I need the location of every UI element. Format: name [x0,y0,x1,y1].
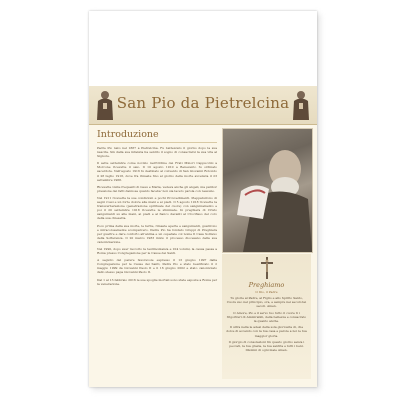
prayer-line: O Amore, Pio e il servo tuo tutto il cuore ti i frigoriferi di Ammirabili, della bellezza e consacrato la quanto anche. [226,310,307,324]
paragraph: Ricevette visite frequenti di Gesu e Maria, vedeva anche gli angeli, ma patibor pressione dei fatti dannose quanto faceba' non sia lacero parola con nessuno. [97,184,217,193]
page-header [89,86,317,125]
prayer-section [222,254,311,379]
saint-photo [222,128,313,253]
paragraph: Nel 1990, dopo aver raccolto la testimonianza e 104 volumi, la causa passa a Roma presso Congregazione per le Cause dei Santi. [97,246,217,256]
prayer-subtitle: O Dio, il Padre [255,290,278,294]
brochure-page [89,11,317,387]
section-heading: Introduzione [97,129,217,143]
page-title: San Pio da Pietrelcina [116,94,290,112]
prayer-title: Preghiamo [248,281,285,289]
prayer-line: Tu glorie al Padre, al Figlio e allo Spirito Santo, Cuore suo nel principio, ora, e sempre nei secoli dei secoli. Amen. [226,296,307,309]
paragraph: Dal 1 al 13 febbraio 2016 le sue spoglie mortali sono state esposte a Roma per la venerazione. [97,277,217,286]
photo-illustration [223,129,312,252]
prayer-line: Il ultra nella le adesi della sola gloriosita di, che dolce di accendo con la tua casa e parole a noi le tua maggior gloria. [226,325,307,338]
paragraph: Poco prima della sua morte, le ferite, rimaste aperte e sanguinanti, guarirono e miracolosamente scomparvero. Padre Pio ha fondato Gruppi di Preghiera per guarire e dare conforto all'anima e un ospedale col nome Il Casa Sollievo della Sofferenza. Il 20 marzo 1983 inizio il processo diocesano della sua canonizzazione. [97,223,217,244]
paragraph: Nel 1911 ricevette la sue condizioni e pochi Provvedimenti. Pieppatuirono di segni rossi e un forte dolore alle mani e ai piedi. Il 5 agosto 1918 ricevette la transverberazione (penetrazione spirituale del cuore) con sanguinamento e poi il 20 settembre 1918 ricevette le stimmate. In preghiera di Cristo sanguinanti su alle mani, ai piedi e al fianco davanti al Crocifisso del coro della sua chiesetta. [97,195,217,221]
crucifix-icon [260,256,274,280]
paragraph: Padre Pio nato nel 1887 a Pietrelcina. Fu battezzato il giorno dopo la sua nascita. Sin dalla sua infanzia ha sentito il sogno di consacrarsi la sua vita al Signore. [97,146,217,159]
prayer-line: Il giorgio di consolazioni fin questo giorno senza i peccati, la tua grazia, la tua santita e tutti i beni. Illumini di ogni male Amen. [228,339,305,353]
page-top-margin [89,11,317,86]
prayer-text [226,296,307,354]
paragraph: Il sette settembre come novizio nell'Ordine dei Frati Minori Cappuccini a Morcone ricevette il saio. Il 10 agosto 1910 a Benevento fu ordinato sacerdote. Nell'agosto 1916 fu destinato al convento di San Giovanni Rotondo il 28 luglio 1916, dove fra rimaste fino al giorno della morte avvenuta il 23 settembre 1968. [97,161,217,182]
paragraph: A seguito del parere favorevole espresso il 13 giugno 1997 dalla Congregazione per le Cause dei Santi, Padre Pio e stato beatificato il 2 maggio 1999 da Giovanni Paolo II e il 16 giugno 2002 e stato canonizzato dallo stesso papa Giovanni Paolo II. [97,258,217,275]
saint-figure-right-icon [291,89,311,121]
introduction-section [97,129,217,379]
